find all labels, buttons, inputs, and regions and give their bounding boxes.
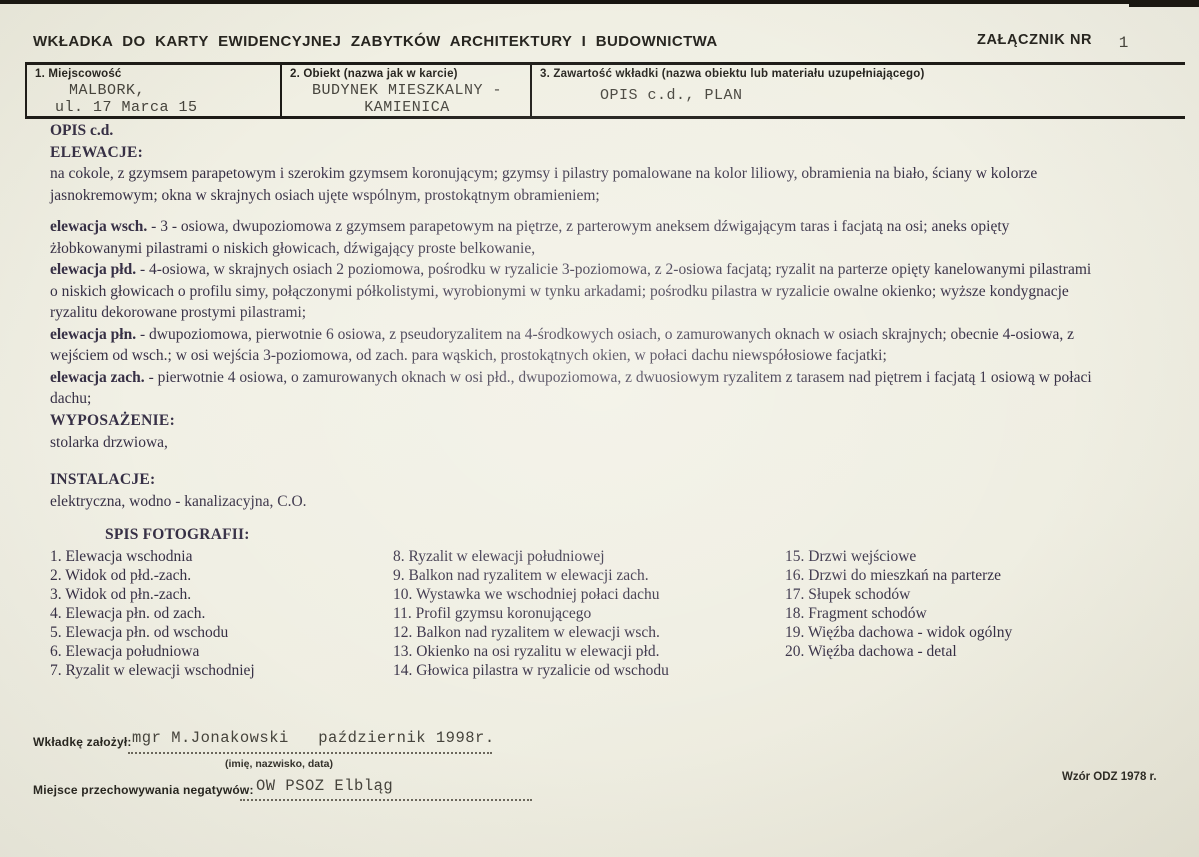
founder-sublabel: (imię, nazwisko, data) [225,758,333,770]
elevation-west-lead: elewacja zach. [50,368,145,386]
founder-label: Wkładkę założył: [33,735,132,749]
cell-locality [25,65,280,116]
photo-list-item: 18. Fragment schodów [785,605,927,622]
locality-value-line2: ul. 17 Marca 15 [55,99,198,116]
photo-list-item: 1. Elewacja wschodnia [50,548,193,565]
elevation-east [50,216,1100,259]
elevation-north-text: - dwupoziomowa, pierwotnie 6 osiowa, z pseudoryzalitem na 4-środkowych osiach, o zamurowanych oknach w osiach skrajnych; obecnie 4-osiowa, z wejściem od wsch.; w osi wejścia 3-poziomowa, od zach. para wąskich, prostokątnych okien, w połaci dachu niewspółosiowe facjatki; [50,325,1075,364]
locality-value-line1: MALBORK, [69,82,146,99]
negatives-value: OW PSOZ Elbląg [256,777,394,795]
photo-list-column-3 [785,547,1125,661]
photo-list-item: 6. Elewacja południowa [50,643,200,660]
elevation-south [50,259,1100,324]
photo-list-heading: SPIS FOTOGRAFII: [105,526,250,543]
object-label: 2. Obiekt (nazwa jak w karcie) [290,68,458,80]
scan-corner-mark [1129,0,1199,7]
photo-list-item: 10. Wystawka we wschodniej połaci dachu [393,586,660,603]
attachment-number: 1 [1118,34,1129,52]
scan-top-edge [0,0,1199,4]
document-title: WKŁADKA DO KARTY EWIDENCYJNEJ ZABYTKÓW ARCHITEKTURY I BUDOWNICTWA [33,33,718,50]
instalacje-section [50,469,307,512]
photo-list-item: 12. Balkon nad ryzalitem w elewacji wsch. [393,624,660,641]
form-pattern-note: Wzór ODZ 1978 r. [1062,771,1157,783]
cell-insert-content [530,65,1185,116]
photo-list-column-2 [393,547,778,680]
photo-list-item: 2. Widok od płd.-zach. [50,567,192,584]
negatives-dotted-line [240,799,532,801]
photo-list-item: 4. Elewacja płn. od zach. [50,605,206,622]
insert-content-label: 3. Zawartość wkładki (nazwa obiektu lub materiału uzupełniającego) [540,68,925,80]
photo-list-item: 15. Drzwi wejściowe [785,548,917,565]
elewacje-intro: na cokole, z gzymsem parapetowym i szerokim gzymsem koronującym; gzymsy i pilastry pomalowane na kolor liliowy, obramienia na biało, ściany w kolorze jasnokremowym; okna w skrajnych osiach ujęte wspólnym, prostokątnym obramieniem; [50,165,1038,204]
elevation-north-lead: elewacja płn. [50,325,137,343]
locality-label: 1. Miejscowość [35,68,122,80]
photo-list-item: 20. Więźba dachowa - detal [785,643,957,660]
wyposazenie-heading: WYPOSAŻENIE: [50,412,176,429]
photo-list-item: 11. Profil gzymsu koronującego [393,605,592,622]
elevation-north [50,324,1100,367]
photo-list-item: 8. Ryzalit w elewacji południowej [393,548,605,565]
photo-list-item: 3. Widok od płn.-zach. [50,586,192,603]
instalacje-text: elektryczna, wodno - kanalizacyjna, C.O. [50,492,307,510]
elevation-paragraphs [50,216,1100,410]
elevation-west [50,367,1100,410]
photo-list-item: 14. Głowica pilastra w ryzalicie od wschodu [393,662,669,679]
photo-list-item: 19. Więźba dachowa - widok ogólny [785,624,1013,641]
photo-list-item: 16. Drzwi do mieszkań na parterze [785,567,1002,584]
photo-list-item: 5. Elewacja płn. od wschodu [50,624,229,641]
founder-dotted-line [128,752,492,754]
insert-content-value: OPIS c.d., PLAN [600,87,743,104]
attachment-number-field [977,31,1129,52]
photo-list-column-1 [50,547,390,680]
elevation-east-text: - 3 - osiowa, dwupoziomowa z gzymsem parapetowym na piętrze, z parterowym aneksem dźwigającym taras i facjatą na osi; aneks opięty żłobkowanymi pilastrami o niskich głowicach, dźwigający proste belkowanie, [50,218,1010,257]
description-section [50,120,1100,410]
elevation-south-lead: elewacja płd. [50,261,137,278]
object-value-line2: KAMIENICA [364,99,450,116]
elewacje-heading: ELEWACJE: [50,143,144,161]
photo-list-item: 13. Okienko na osi ryzalitu w elewacji płd. [393,643,660,660]
object-value-line1: BUDYNEK MIESZKALNY - [311,82,503,99]
founder-value: mgr M.Jonakowski październik 1998r. [132,729,495,747]
attachment-label: ZAŁĄCZNIK NR [977,32,1093,48]
elevation-west-text: - pierwotnie 4 osiowa, o zamurowanych oknach w osi płd., dwupoziomowa, z dwuosiowym ryzalitem z tarasem nad piętrem i facjatą 1 osiową w połaci dachu; [50,368,1092,407]
cell-object [280,65,530,116]
opis-heading: OPIS c.d. [50,122,114,139]
photo-list-item: 7. Ryzalit w elewacji wschodniej [50,662,255,679]
wyposazenie-text: stolarka drzwiowa, [50,433,168,451]
photo-list-item: 9. Balkon nad ryzalitem w elewacji zach. [393,567,649,584]
elevation-east-lead: elewacja wsch. [50,218,148,235]
wyposazenie-section [50,410,175,453]
instalacje-heading: INSTALACJE: [50,471,156,488]
elevation-south-text: - 4-osiowa, w skrajnych osiach 2 poziomowa, pośrodku w ryzalicie 3-poziomowa, z 2-osiowa facjatą; ryzalit na parterze opięty kanelowanymi pilastrami o niskich głowicach o profilu simy, połączonymi półkolistymi, wyrobionymi w tynku arkadami; pośrodku pilastra w ryzalicie owalne okienko; wyższe kondygnacje ryzalitu dekorowane prostymi pilastrami; [50,261,1092,321]
photo-list-item: 17. Słupek schodów [785,586,911,603]
header-table [25,62,1185,119]
negatives-label: Miejsce przechowywania negatywów: [33,783,254,797]
